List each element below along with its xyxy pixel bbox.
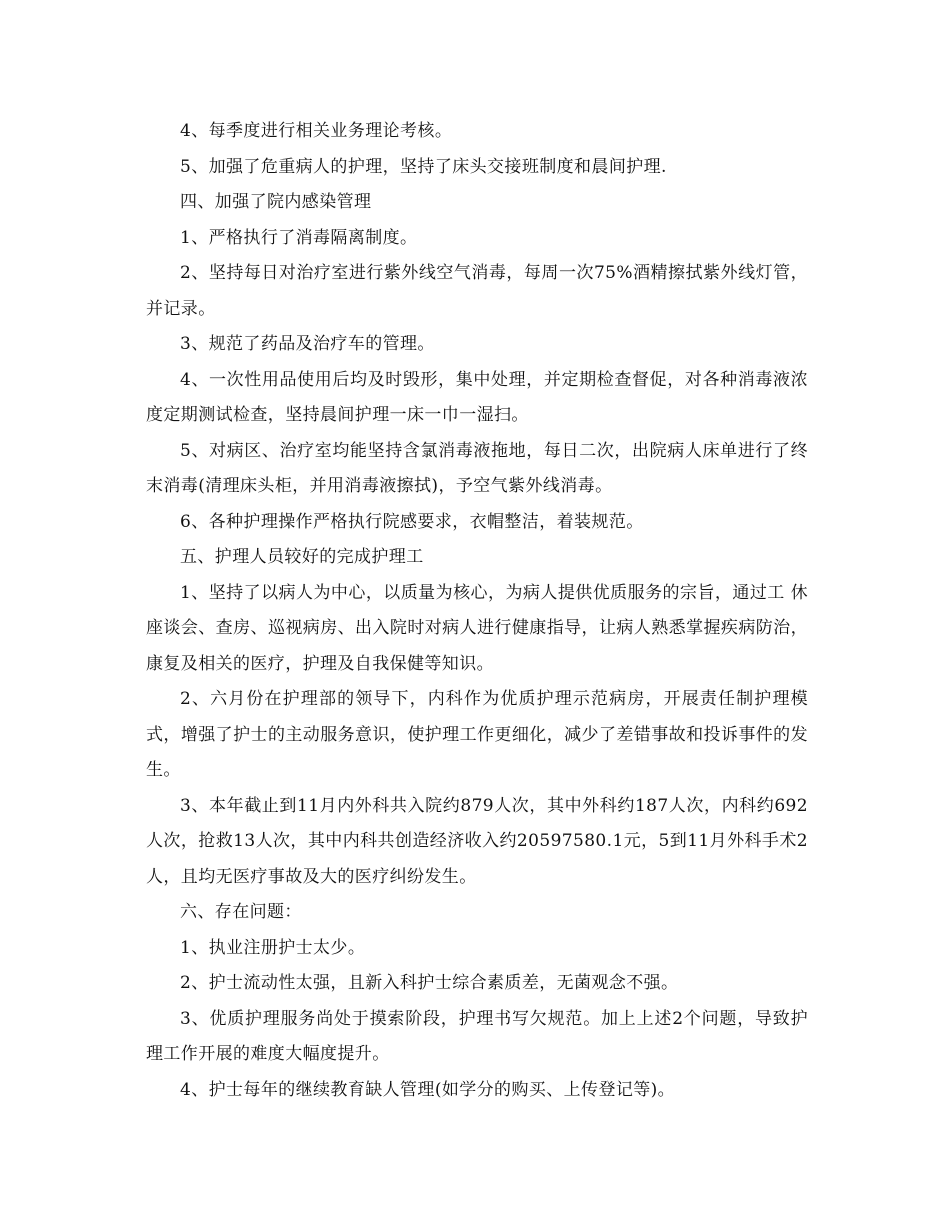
paragraph: 1、执业注册护士太少。 xyxy=(180,937,366,958)
section-heading: 六、存在问题： xyxy=(180,902,302,922)
document-body xyxy=(146,114,808,1108)
paragraph: 3、优质护理服务尚处于摸索阶段，护理书写欠规范。加上上述2个问题，导致护理工作开展的难度大幅度提升。 xyxy=(146,1008,808,1064)
paragraph: 4、一次性用品使用后均及时毁形，集中处理，并定期检查督促，对各种消毒液浓度定期测试检查，坚持晨间护理一床一巾一湿扫。 xyxy=(146,369,808,425)
paragraph: 2、六月份在护理部的领导下，内科作为优质护理示范病房，开展责任制护理模式，增强了护士的主动服务意识，使护理工作更细化，减少了差错事故和投诉事件的发生。 xyxy=(146,689,808,780)
paragraph: 1、严格执行了消毒隔离制度。 xyxy=(180,227,418,248)
paragraph: 1、坚持了以病人为中心，以质量为核心，为病人提供优质服务的宗旨，通过工 休座谈会、查房、巡视病房、出入院时对病人进行健康指导，让病人熟悉掌握疾病防治，康复及相关的医疗，护理及自我保健等知识。 xyxy=(146,582,808,674)
paragraph: 2、护士流动性太强，且新入科护士综合素质差，无菌观念不强。 xyxy=(180,973,679,993)
paragraph: 3、规范了药品及治疗车的管理。 xyxy=(180,334,435,354)
paragraph: 3、本年截止到11月内外科共入院约879人次，其中外科约187人次，内科约692人次，抢救13人次，其中内科共创造经济收入约20597580.1元，5到11月外科手术2人，且均无医疗事故及大的医疗纠纷发生。 xyxy=(146,795,808,887)
paragraph: 5、加强了危重病人的护理，坚持了床头交接班制度和晨间护理. xyxy=(180,156,667,177)
section-heading: 五、护理人员较好的完成护理工 xyxy=(180,547,424,567)
paragraph: 5、对病区、治疗室均能坚持含氯消毒液拖地，每日二次，出院病人床单进行了终末消毒(清理床头柜，并用消毒液擦拭)，予空气紫外线消毒。 xyxy=(146,440,808,496)
paragraph: 4、每季度进行相关业务理论考核。 xyxy=(180,121,453,141)
paragraph: 6、各种护理操作严格执行院感要求，衣帽整洁，着装规范。 xyxy=(180,511,644,532)
paragraph: 2、坚持每日对治疗室进行紫外线空气消毒，每周一次75%酒精擦拭紫外线灯管，并记录。 xyxy=(146,263,808,319)
paragraph: 4、护士每年的继续教育缺人管理(如学分的购买、上传登记等)。 xyxy=(180,1079,676,1100)
section-heading: 四、加强了院内感染管理 xyxy=(180,192,372,212)
